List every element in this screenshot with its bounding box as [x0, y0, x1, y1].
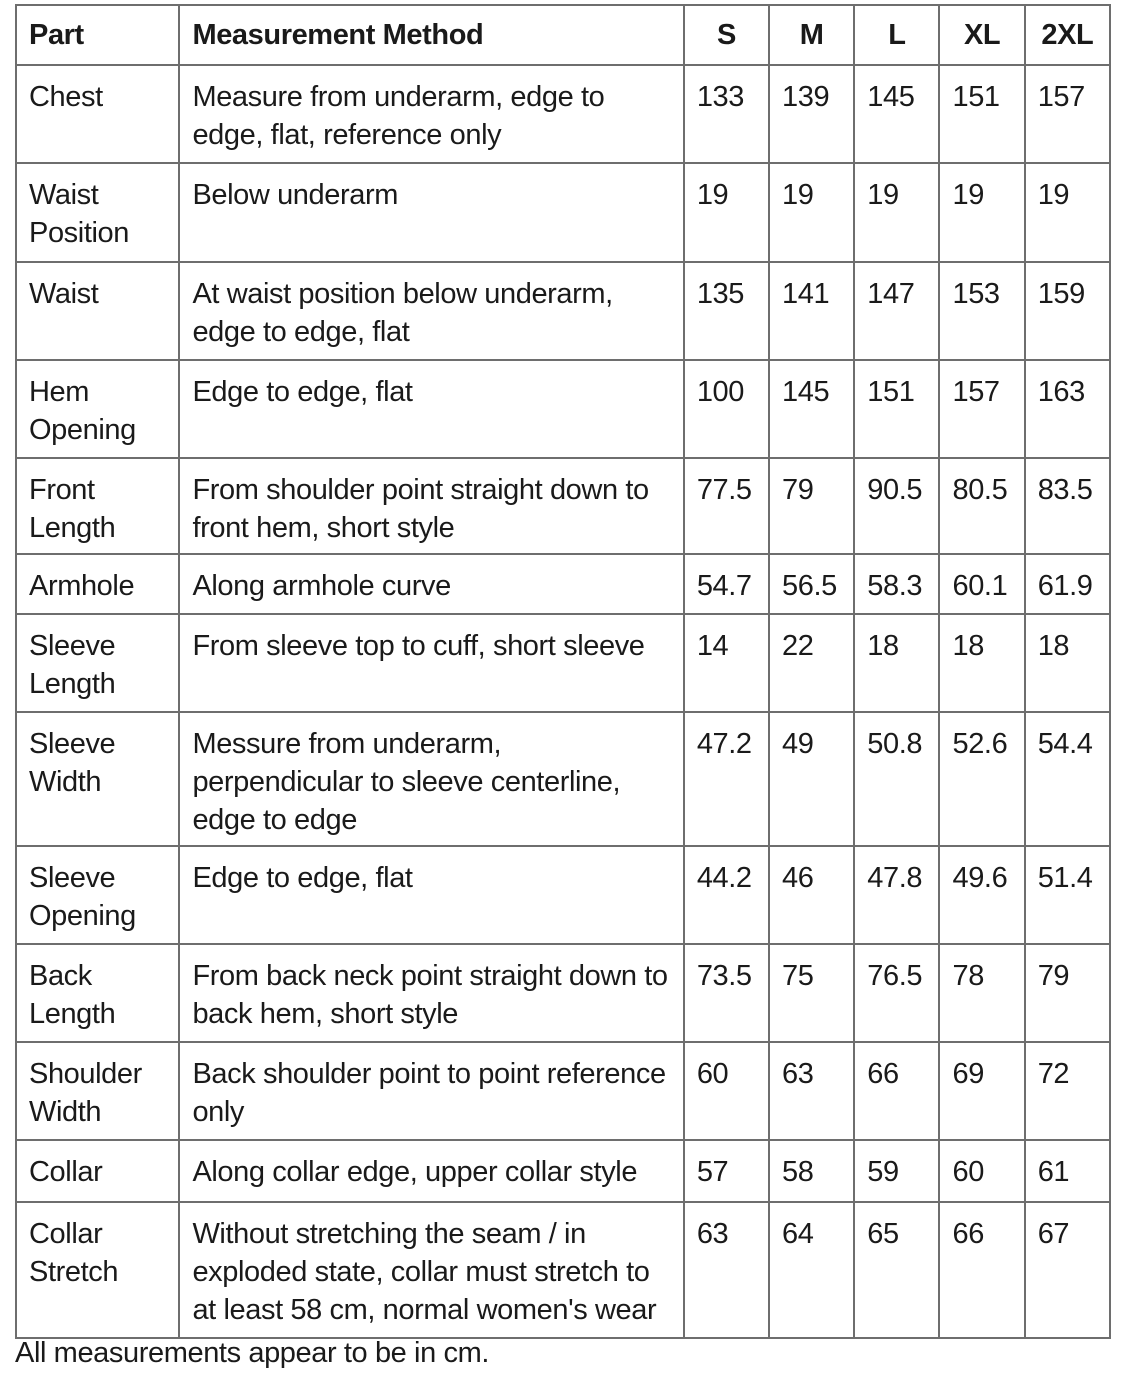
cell-size-xl: 66	[939, 1202, 1024, 1338]
cell-size-2xl: 18	[1025, 614, 1110, 712]
cell-measurement-method: Edge to edge, flat	[179, 360, 683, 458]
cell-size-2xl: 61.9	[1025, 554, 1110, 614]
cell-part: Front Length	[16, 458, 179, 554]
table-row	[16, 614, 1110, 712]
cell-size-m: 64	[769, 1202, 854, 1338]
table-row	[16, 944, 1110, 1042]
cell-size-l: 18	[854, 614, 939, 712]
cell-size-xl: 18	[939, 614, 1024, 712]
cell-size-2xl: 51.4	[1025, 846, 1110, 944]
cell-part: Waist	[16, 262, 179, 360]
table-row	[16, 1140, 1110, 1202]
header-size-2xl: 2XL	[1025, 5, 1110, 65]
cell-size-l: 151	[854, 360, 939, 458]
cell-measurement-method: Edge to edge, flat	[179, 846, 683, 944]
cell-size-l: 50.8	[854, 712, 939, 846]
cell-size-xl: 78	[939, 944, 1024, 1042]
cell-measurement-method: Without stretching the seam / in exploded state, collar must stretch to at least 58 cm, normal women's wear	[179, 1202, 683, 1338]
cell-part: Collar Stretch	[16, 1202, 179, 1338]
cell-measurement-method: Along armhole curve	[179, 554, 683, 614]
cell-size-l: 145	[854, 65, 939, 163]
cell-size-s: 133	[684, 65, 769, 163]
cell-measurement-method: Below underarm	[179, 163, 683, 262]
cell-size-2xl: 83.5	[1025, 458, 1110, 554]
cell-size-l: 65	[854, 1202, 939, 1338]
cell-size-m: 46	[769, 846, 854, 944]
cell-size-s: 19	[684, 163, 769, 262]
cell-part: Sleeve Length	[16, 614, 179, 712]
cell-size-l: 58.3	[854, 554, 939, 614]
cell-size-2xl: 54.4	[1025, 712, 1110, 846]
cell-measurement-method: From back neck point straight down to back hem, short style	[179, 944, 683, 1042]
cell-size-s: 60	[684, 1042, 769, 1140]
cell-size-s: 63	[684, 1202, 769, 1338]
table-row	[16, 1202, 1110, 1338]
cell-size-xl: 60.1	[939, 554, 1024, 614]
cell-size-2xl: 159	[1025, 262, 1110, 360]
cell-part: Waist Position	[16, 163, 179, 262]
header-size-xl: XL	[939, 5, 1024, 65]
cell-size-2xl: 163	[1025, 360, 1110, 458]
cell-size-xl: 19	[939, 163, 1024, 262]
cell-size-l: 66	[854, 1042, 939, 1140]
cell-size-m: 63	[769, 1042, 854, 1140]
cell-size-m: 79	[769, 458, 854, 554]
cell-measurement-method: Messure from underarm, perpendicular to sleeve centerline, edge to edge	[179, 712, 683, 846]
cell-measurement-method: Measure from underarm, edge to edge, flat, reference only	[179, 65, 683, 163]
cell-measurement-method: From sleeve top to cuff, short sleeve	[179, 614, 683, 712]
cell-part: Shoulder Width	[16, 1042, 179, 1140]
cell-part: Sleeve Opening	[16, 846, 179, 944]
cell-size-2xl: 67	[1025, 1202, 1110, 1338]
table-row	[16, 846, 1110, 944]
cell-part: Hem Opening	[16, 360, 179, 458]
cell-size-xl: 157	[939, 360, 1024, 458]
table-row	[16, 458, 1110, 554]
table-row	[16, 163, 1110, 262]
cell-size-l: 19	[854, 163, 939, 262]
cell-size-2xl: 79	[1025, 944, 1110, 1042]
cell-size-s: 100	[684, 360, 769, 458]
header-row	[16, 5, 1110, 65]
cell-size-xl: 69	[939, 1042, 1024, 1140]
cell-size-s: 57	[684, 1140, 769, 1202]
cell-size-xl: 60	[939, 1140, 1024, 1202]
cell-size-s: 77.5	[684, 458, 769, 554]
cell-size-2xl: 157	[1025, 65, 1110, 163]
cell-size-2xl: 61	[1025, 1140, 1110, 1202]
cell-size-s: 14	[684, 614, 769, 712]
cell-size-m: 75	[769, 944, 854, 1042]
cell-part: Collar	[16, 1140, 179, 1202]
cell-size-xl: 153	[939, 262, 1024, 360]
footnote: All measurements appear to be in cm.	[15, 1337, 489, 1369]
cell-measurement-method: From shoulder point straight down to front hem, short style	[179, 458, 683, 554]
cell-size-m: 49	[769, 712, 854, 846]
size-chart-table	[15, 4, 1111, 1339]
header-size-l: L	[854, 5, 939, 65]
header-size-s: S	[684, 5, 769, 65]
table-row	[16, 712, 1110, 846]
table-row	[16, 1042, 1110, 1140]
cell-size-xl: 52.6	[939, 712, 1024, 846]
cell-size-m: 139	[769, 65, 854, 163]
header-measurement-method: Measurement Method	[179, 5, 683, 65]
cell-size-l: 47.8	[854, 846, 939, 944]
cell-size-s: 44.2	[684, 846, 769, 944]
cell-size-2xl: 72	[1025, 1042, 1110, 1140]
cell-size-xl: 151	[939, 65, 1024, 163]
cell-part: Armhole	[16, 554, 179, 614]
cell-size-s: 135	[684, 262, 769, 360]
table-row	[16, 262, 1110, 360]
cell-size-m: 22	[769, 614, 854, 712]
cell-size-m: 58	[769, 1140, 854, 1202]
cell-size-l: 90.5	[854, 458, 939, 554]
table-row	[16, 65, 1110, 163]
cell-size-2xl: 19	[1025, 163, 1110, 262]
cell-part: Chest	[16, 65, 179, 163]
header-part: Part	[16, 5, 179, 65]
cell-part: Sleeve Width	[16, 712, 179, 846]
table-row	[16, 554, 1110, 614]
cell-part: Back Length	[16, 944, 179, 1042]
cell-size-xl: 80.5	[939, 458, 1024, 554]
cell-size-l: 59	[854, 1140, 939, 1202]
cell-measurement-method: Back shoulder point to point reference only	[179, 1042, 683, 1140]
cell-size-m: 56.5	[769, 554, 854, 614]
table-row	[16, 360, 1110, 458]
cell-size-l: 76.5	[854, 944, 939, 1042]
cell-size-s: 73.5	[684, 944, 769, 1042]
cell-measurement-method: At waist position below underarm, edge to edge, flat	[179, 262, 683, 360]
cell-size-s: 47.2	[684, 712, 769, 846]
cell-size-m: 19	[769, 163, 854, 262]
cell-size-l: 147	[854, 262, 939, 360]
cell-size-s: 54.7	[684, 554, 769, 614]
header-size-m: M	[769, 5, 854, 65]
cell-size-m: 145	[769, 360, 854, 458]
cell-measurement-method: Along collar edge, upper collar style	[179, 1140, 683, 1202]
cell-size-xl: 49.6	[939, 846, 1024, 944]
cell-size-m: 141	[769, 262, 854, 360]
table-body	[16, 65, 1110, 1338]
